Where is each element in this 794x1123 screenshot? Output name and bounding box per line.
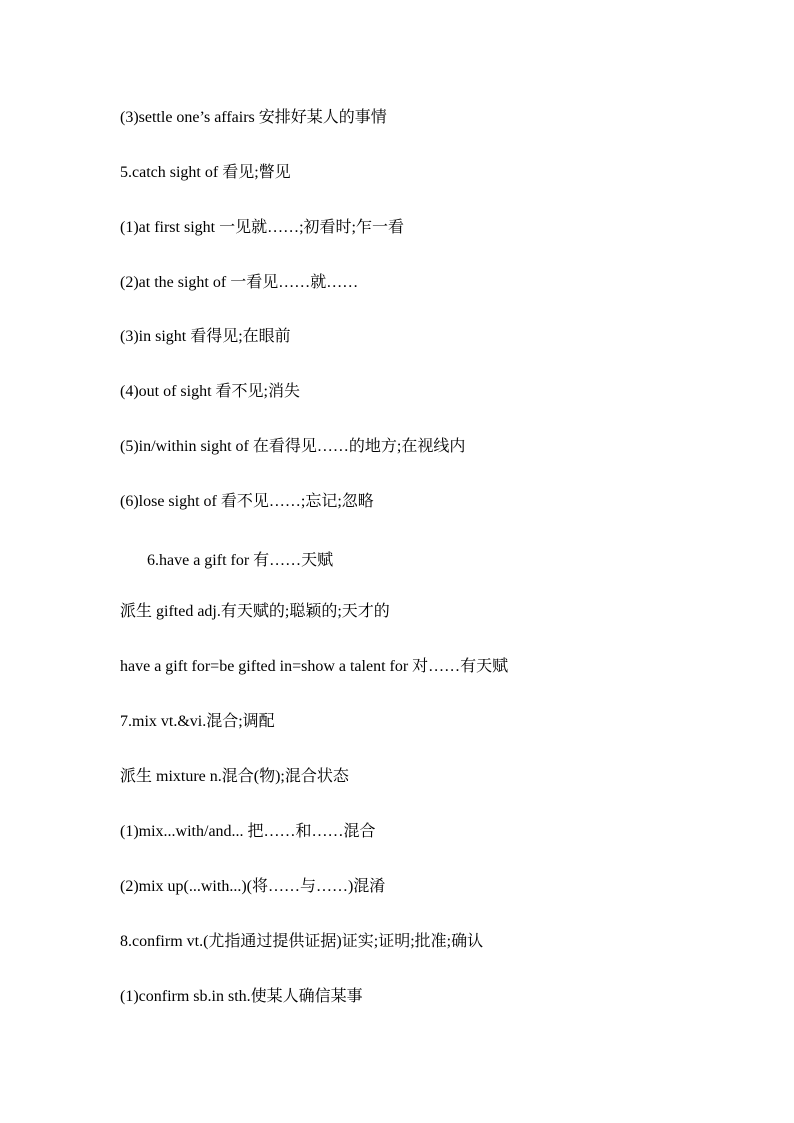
text-line: (1)mix...with/and... 把……和……混合 (120, 823, 376, 840)
text-line: (1)at first sight 一见就……;初看时;乍一看 (120, 219, 404, 236)
text-line: have a gift for=be gifted in=show a talent for 对……有天赋 (120, 658, 509, 675)
text-line: 5.catch sight of 看见;瞥见 (120, 164, 291, 181)
text-line: 8.confirm vt.(尤指通过提供证据)证实;证明;批准;确认 (120, 933, 484, 950)
text-line: 派生 gifted adj.有天赋的;聪颖的;天才的 (120, 603, 390, 620)
text-line: 6.have a gift for 有……天赋 (147, 552, 334, 569)
text-line: (1)confirm sb.in sth.使某人确信某事 (120, 988, 363, 1005)
text-line: (2)at the sight of 一看见……就…… (120, 274, 359, 291)
text-line: (2)mix up(...with...)(将……与……)混淆 (120, 878, 386, 895)
text-line: 7.mix vt.&vi.混合;调配 (120, 713, 275, 730)
text-line: (3)in sight 看得见;在眼前 (120, 328, 291, 345)
text-line: (5)in/within sight of 在看得见……的地方;在视线内 (120, 438, 466, 455)
text-line: (4)out of sight 看不见;消失 (120, 383, 300, 400)
text-line: (3)settle one’s affairs 安排好某人的事情 (120, 109, 387, 126)
text-line: (6)lose sight of 看不见……;忘记;忽略 (120, 493, 374, 510)
text-line: 派生 mixture n.混合(物);混合状态 (120, 768, 349, 785)
